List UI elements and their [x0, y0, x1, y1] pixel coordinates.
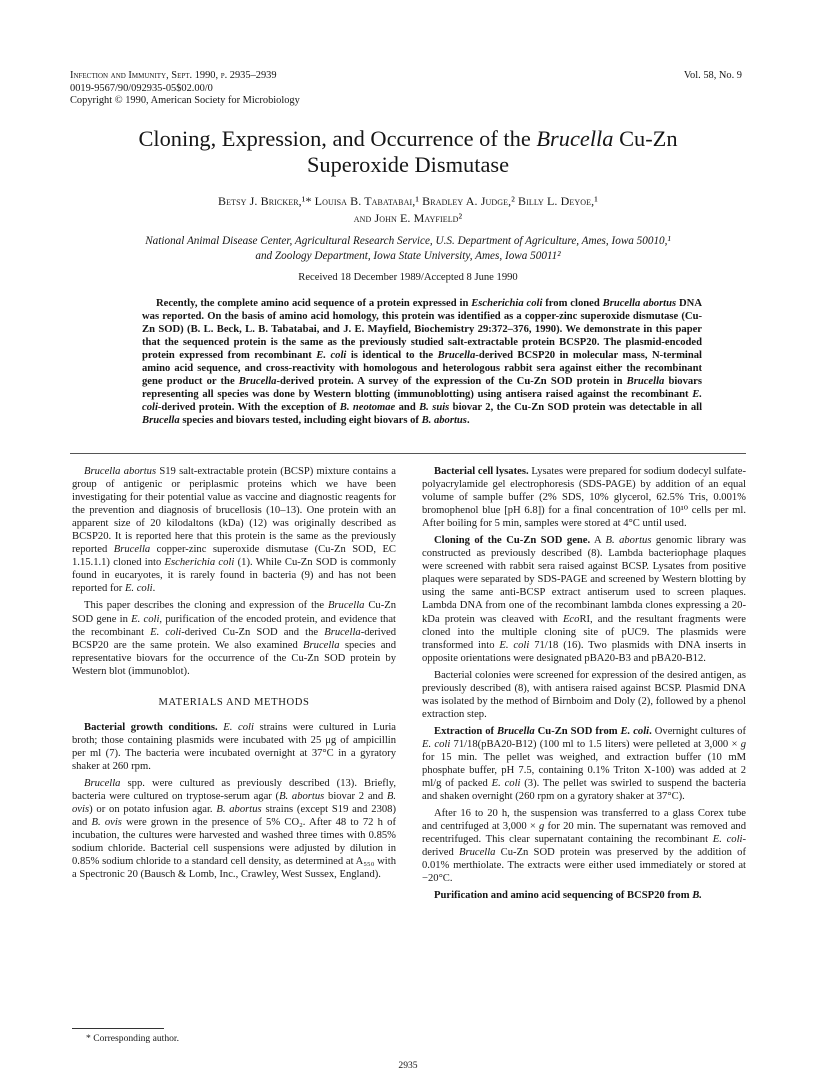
intro-paragraph-1: Brucella abortus S19 salt-extractable protein (BCSP) mixture contains a group of antigenic or periplasmic proteins which we have been investigating for their potential value as vaccine and diagnostic reagents for the prevention and diagnosis of brucellosis (10–13). One protein with an apparent size of 20 kilodaltons (kDa) (12) was originally described as BCSP20. It is reported here that this protein is the same as the previously reported Brucella copper-zinc superoxide dismutase (Cu-Zn SOD, EC 1.15.1.1) cloned into Escherichia coli (1). While Cu-Zn SOD is commonly found in eucaryotes, it is rarely found in bacteria (9) and has not been reported for E. coli.: [72, 466, 396, 595]
purification-paragraph: Purification and amino acid sequencing of BCSP20 from B.: [434, 890, 702, 902]
cell-lysates-paragraph: Bacterial cell lysates. Lysates were prepared for sodium dodecyl sulfate-polyacrylamide gel electrophoresis (SDS-PAGE) by addition of an equal volume of sample buffer (2% SDS, 10% glycerol, 62.5% Tris, 0.001% bromophenol blue [pH 6.8]) for a final concentration of 10¹⁰ cells per ml. After boiling for 5 min, samples were stored at 4°C until used.: [422, 466, 746, 530]
intro-paragraph-2: This paper describes the cloning and expression of the Brucella Cu-Zn SOD gene in E. coli, purification of the encoded protein, and evidence that the recombinant E. coli-derived Cu-Zn SOD and the Brucella-derived BCSP20 are the same protein. We also examined Brucella species and representative biovars for the occurrence of the Cu-Zn SOD protein by Western blot (immunoblot).: [72, 600, 396, 677]
authors-line-2: and John E. Mayfield²: [353, 211, 463, 225]
right-column: [422, 465, 746, 907]
section-heading-methods: MATERIALS AND METHODS: [158, 696, 310, 708]
colonies-paragraph: Bacterial colonies were screened for expression of the desired antigen, as previously described (8), with antisera raised against BCSP. Plasmid DNA was isolated by the method of Birnboim and Doly (2), followed by a phenol extraction step.: [422, 669, 746, 720]
copyright-line: Copyright © 1990, American Society for Microbiology: [70, 95, 300, 107]
affiliations: [70, 234, 746, 263]
authors-line-1: Betsy J. Bricker,¹* Louisa B. Tabatabai,¹ Bradley A. Judge,² Billy L. Deyoe,¹: [218, 194, 598, 208]
cloning-paragraph: Cloning of the Cu-Zn SOD gene. A B. abortus genomic library was constructed as previously described (8). Lambda bacteriophage plaques were screened with rabbit sera raised against BCSP. Lysates from positive plaques were separated by SDS-PAGE and screened by Western blotting by using the same anti-BCSP extract antiserum used to screen plaques. Lambda DNA from one of the recombinant lambda clones expressing a 20-kDa protein was cleaved with EcoRI, and the resultant fragments were cloned into the multiple cloning site of pUC9. The plasmids were transformed into E. coli 71/18 (16). Two plasmids with DNA inserts in opposite orientations were designated pBA20-B3 and pBA20-B12.: [422, 535, 747, 664]
affiliation-line-1: National Animal Disease Center, Agricultural Research Service, U.S. Department of Agriculture, Ames, Iowa 50010,¹: [145, 235, 671, 247]
abstract-divider: [70, 453, 746, 454]
brucella-culture-paragraph: Brucella spp. were cultured as previously described (13). Briefly, bacteria were cultured on tryptose-serum agar (B. abortus biovar 2 and B. ovis) or on potato infusion agar. B. abortus strains (except S19 and 2308) and B. ovis were grown in the presence of 5% CO₂. After 48 to 72 h of incubation, the cultures were harvested and washed three times with 0.85% sodium chloride. Bacterial cell suspensions were adjusted by dilution in 0.85% sodium chloride to a standard cell density, as determined at A₅₅₀ with a Spectronic 20 (Bausch & Lomb, Inc., Crawley, West Sussex, England).: [72, 777, 396, 881]
title-italic: Brucella: [536, 126, 614, 151]
extraction-paragraph: Extraction of Brucella Cu-Zn SOD from E. coli. Overnight cultures of E. coli 71/18(pBA20-B12) (100 ml to 1.5 liters) were pelleted at 3,000 × g for 15 min. The pellet was weighed, and extraction buffer (10 mM phosphate buffer, pH 7.5, containing 0.1% Triton X-100) was added at 2 ml/g of packed E. coli (3). The pellet was swirled to suspend the bacteria and shaken overnight (260 rpm on a gyratory shaker at 37°C).: [422, 725, 747, 803]
author-list: [70, 193, 746, 227]
corresponding-author-footnote: * Corresponding author.: [86, 1033, 179, 1044]
centrifuge-paragraph: After 16 to 20 h, the suspension was transferred to a glass Corex tube and centrifuged at 3,000 × g for 20 min. The supernatant was removed and recentrifuged. This clear supernatant containing the recombinant E. coli-derived Brucella Cu-Zn SOD protein was preserved by the addition of 0.01% merthiolate. The extracts were either used immediately or stored at −20°C.: [422, 808, 746, 885]
journal-code-line: 0019-9567/90/092935-05$02.00/0: [70, 82, 213, 94]
affiliation-line-2: and Zoology Department, Iowa State University, Ames, Iowa 50011²: [255, 249, 561, 262]
title-text-end: Cu-Zn: [613, 126, 678, 151]
title-text: Cloning, Expression, and Occurrence of the: [138, 126, 537, 151]
received-dates: Received 18 December 1989/Accepted 8 June 1990: [298, 272, 518, 283]
journal-line: Infection and Immunity, Sept. 1990, p. 2935–2939: [70, 70, 277, 81]
footnote-rule: [72, 1028, 164, 1029]
page-number: 2935: [398, 1060, 418, 1071]
growth-conditions-paragraph: Bacterial growth conditions. E. coli strains were cultured in Luria broth; those containing plasmids were incubated with 25 μg of ampicillin per ml (7). The bacteria were incubated overnight at 37°C in a gyratory shaker at 260 rpm.: [72, 721, 397, 772]
abstract: Recently, the complete amino acid sequence of a protein expressed in Escherichia coli from cloned Brucella abortus DNA was reported. On the basis of amino acid homology, this protein was identified as a copper-zinc superoxide dismutase (Cu-Zn SOD) (B. L. Beck, L. B. Tabatabai, and J. E. Mayfield, Biochemistry 29:372–376, 1990). We demonstrate in this paper that the sequenced protein is the same as the previously studied salt-extractable protein BCSP20. The plasmid-encoded protein expressed from recombinant E. coli is identical to the Brucella-derived BCSP20 in molecular mass, N-terminal amino acid sequence, and cross-reactivity with homologous and heterologous rabbit sera against either the recombinant gene product or the Brucella-derived protein. A survey of the expression of the Cu-Zn SOD protein in Brucella biovars representing all species was done by Western blotting (immunoblotting) using antisera raised against the recombinant E. coli-derived protein. With the exception of B. neotomae and B. suis biovar 2, the Cu-Zn SOD protein was detectable in all Brucella species and biovars tested, including eight biovars of B. abortus.: [142, 298, 703, 427]
article-title: [70, 126, 746, 178]
left-column: [72, 465, 396, 885]
journal-header: [70, 70, 300, 108]
title-line-2: Superoxide Dismutase: [306, 152, 510, 177]
volume-info: Vol. 58, No. 9: [683, 70, 742, 81]
